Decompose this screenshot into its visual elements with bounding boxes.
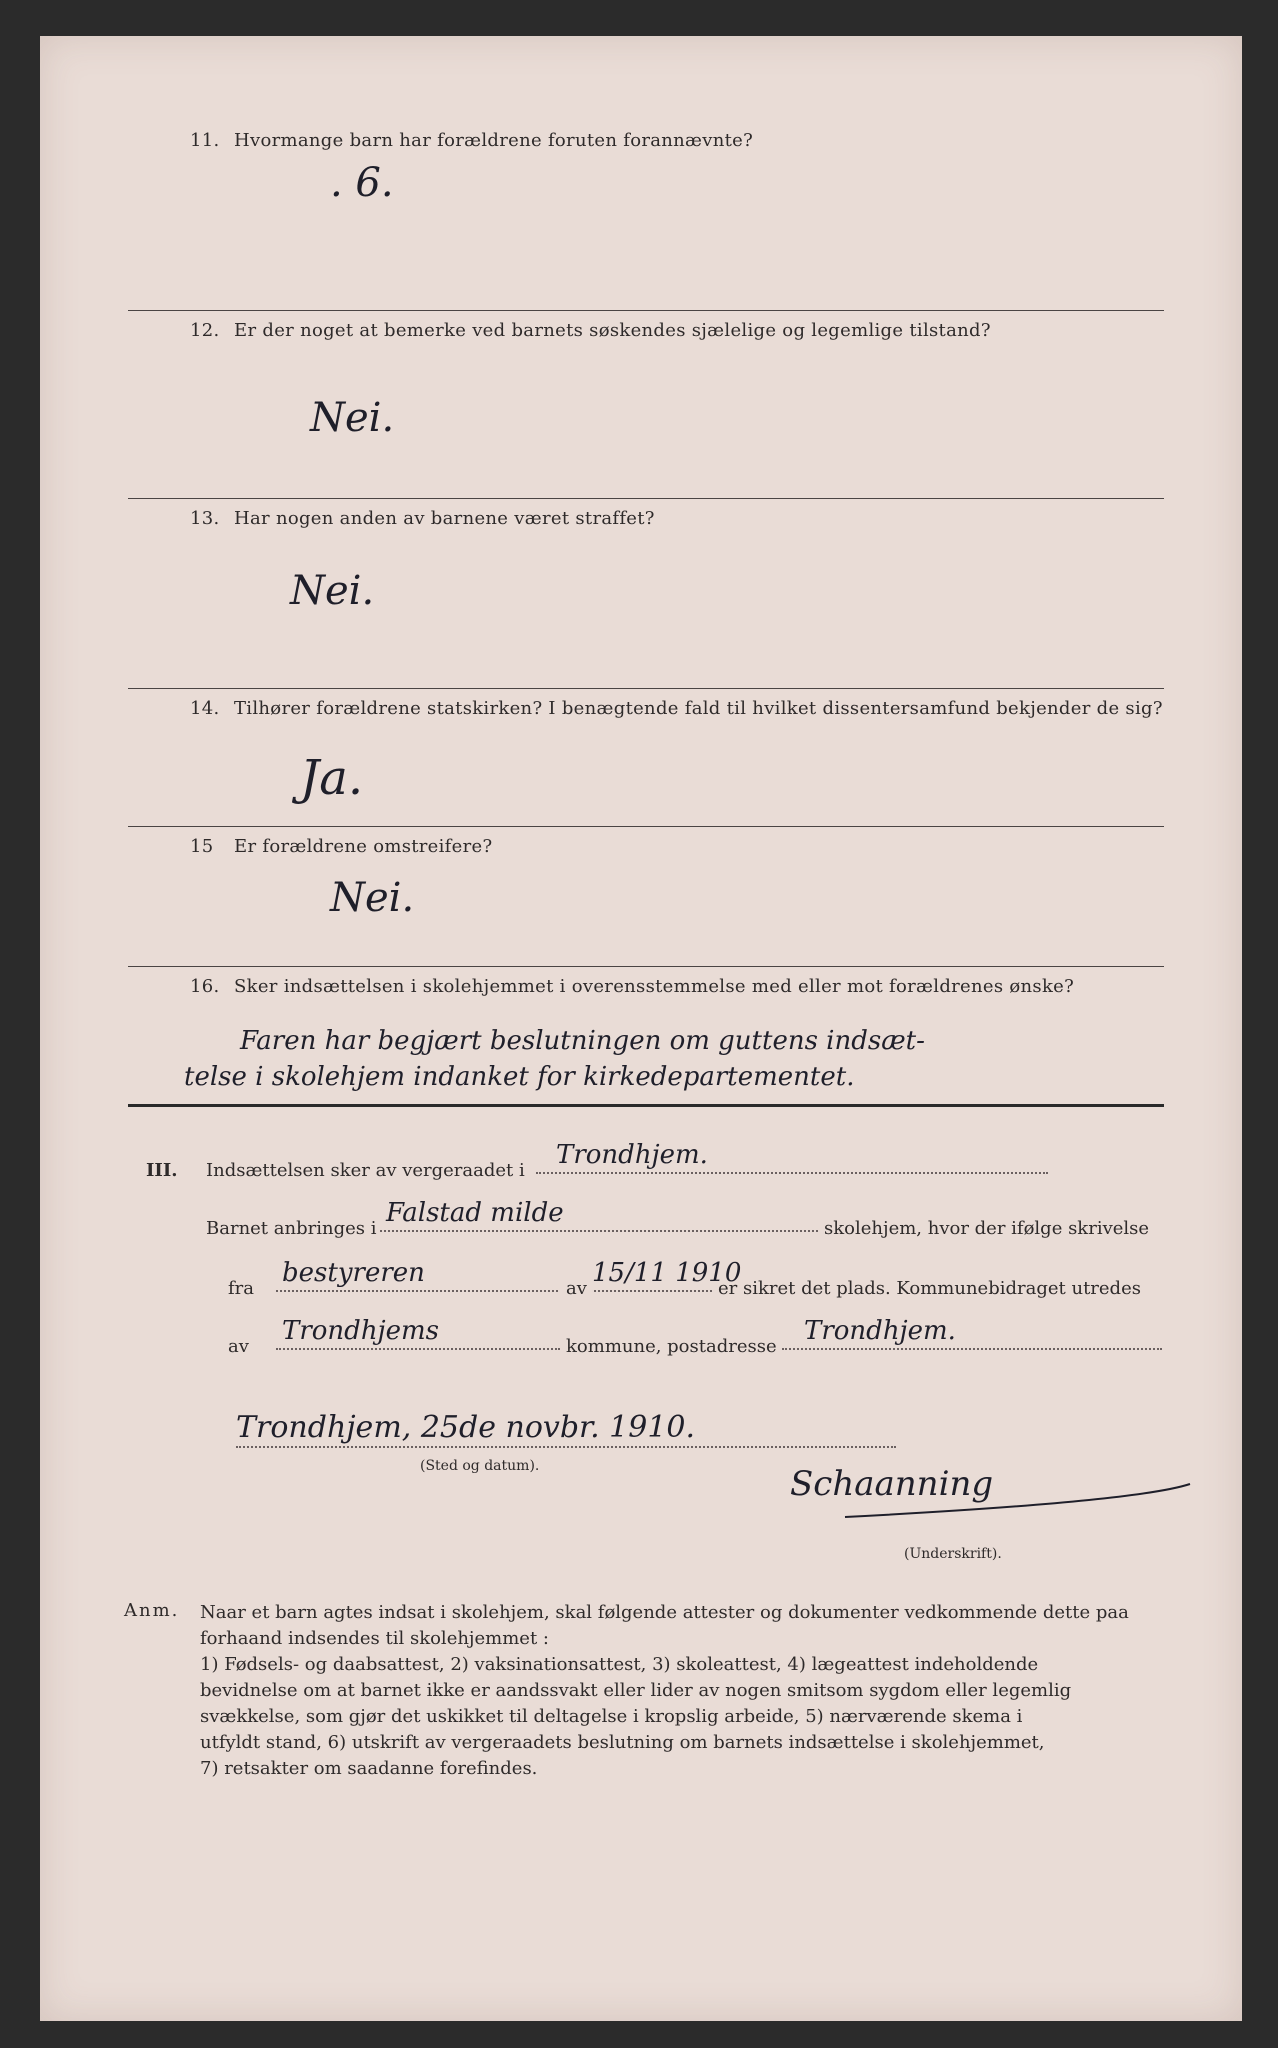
answer-16-line-1: Faren har begjært beslutningen om guttens indsæt- bbox=[240, 1026, 925, 1056]
note-body bbox=[200, 1600, 1168, 1782]
answer-12: Nei. bbox=[310, 395, 395, 441]
note-line: forhaand indsendes til skolehjemmet : bbox=[200, 1628, 549, 1649]
question-13 bbox=[190, 508, 655, 529]
letter-date-value: 15/11 1910 bbox=[592, 1258, 742, 1288]
divider bbox=[128, 688, 1164, 689]
question-number: 15 bbox=[190, 836, 214, 857]
question-number: 12. bbox=[190, 320, 220, 341]
fill-line bbox=[236, 1446, 896, 1448]
question-text: Er forældrene omstreifere? bbox=[234, 836, 493, 857]
answer-15: Nei. bbox=[330, 875, 415, 921]
divider bbox=[128, 826, 1164, 827]
fill-line bbox=[594, 1290, 712, 1292]
municipality-label: kommune, postadresse bbox=[566, 1336, 777, 1357]
fill-line bbox=[276, 1348, 560, 1350]
question-text: Sker indsættelsen i skolehjemmet i overensstemmelse med eller mot forældrenes ønske? bbox=[234, 976, 1075, 997]
answer-13: Nei. bbox=[290, 568, 375, 614]
question-15 bbox=[190, 836, 492, 857]
guardian-council-value: Trondhjem. bbox=[556, 1140, 708, 1170]
question-number: 16. bbox=[190, 976, 220, 997]
note-line: bevidnelse om at barnet ikke er aandssvakt eller lider av nogen smitsom sygdom eller legemlig bbox=[200, 1680, 1072, 1701]
fill-line bbox=[276, 1290, 558, 1292]
question-text: Tilhører forældrene statskirken? I benægtende fald til hvilket dissentersamfund bekjender de sig? bbox=[234, 698, 1163, 719]
section-divider bbox=[128, 1104, 1164, 1107]
place-secured-label: er sikret det plads. Kommunebidraget utredes bbox=[718, 1278, 1141, 1299]
question-11 bbox=[190, 130, 753, 151]
divider bbox=[128, 966, 1164, 967]
answer-11: . 6. bbox=[330, 160, 394, 206]
placement-label-b: skolehjem, hvor der ifølge skrivelse bbox=[824, 1218, 1150, 1239]
note-tag: Anm. bbox=[124, 1600, 180, 1621]
fill-line bbox=[782, 1348, 1162, 1350]
question-12 bbox=[190, 320, 991, 341]
signature-value: Schaanning bbox=[790, 1464, 994, 1504]
place-date-label: (Sted og datum). bbox=[420, 1458, 540, 1474]
municipality-value: Trondhjems bbox=[282, 1316, 440, 1346]
question-text: Er der noget at bemerke ved barnets søskendes sjælelige og legemlige tilstand? bbox=[234, 320, 991, 341]
question-number: 11. bbox=[190, 130, 220, 151]
signature-label: (Underskrift). bbox=[904, 1546, 1002, 1562]
by-label: av bbox=[228, 1336, 249, 1357]
question-text: Har nogen anden av barnene været straffet? bbox=[234, 508, 655, 529]
place-date-value: Trondhjem, 25de novbr. 1910. bbox=[236, 1410, 696, 1445]
school-home-value: Falstad milde bbox=[386, 1198, 564, 1228]
from-value: bestyreren bbox=[282, 1258, 425, 1288]
question-14 bbox=[190, 698, 1163, 719]
guardian-council-label: Indsættelsen sker av vergeraadet i bbox=[206, 1160, 525, 1181]
from-label: fra bbox=[228, 1278, 254, 1299]
placement-label: Barnet anbringes i bbox=[206, 1218, 377, 1239]
note-line: 7) retsakter om saadanne forefindes. bbox=[200, 1758, 538, 1779]
question-number: 13. bbox=[190, 508, 220, 529]
answer-14: Ja. bbox=[300, 750, 364, 806]
question-16 bbox=[190, 976, 1074, 997]
fill-line bbox=[536, 1172, 1048, 1174]
answer-16-line-2: telse i skolehjem indanket for kirkedepartementet. bbox=[184, 1062, 855, 1092]
question-number: 14. bbox=[190, 698, 220, 719]
postal-address-value: Trondhjem. bbox=[804, 1316, 956, 1346]
divider bbox=[128, 498, 1164, 499]
question-text: Hvormange barn har forældrene foruten forannævnte? bbox=[234, 130, 754, 151]
divider bbox=[128, 310, 1164, 311]
note-line: svækkelse, som gjør det uskikket til deltagelse i kropslig arbeide, 5) nærværende skema i bbox=[200, 1706, 1023, 1727]
of-label: av bbox=[566, 1278, 587, 1299]
note-line: utfyldt stand, 6) utskrift av vergeraadets beslutning om barnets indsættelse i skolehjemmet, bbox=[200, 1732, 1045, 1753]
fill-line bbox=[380, 1230, 818, 1232]
note-line: Naar et barn agtes indsat i skolehjem, skal følgende attester og dokumenter vedkommende dette paa bbox=[200, 1602, 1129, 1623]
section-number: III. bbox=[146, 1160, 178, 1181]
note-line: 1) Fødsels- og daabsattest, 2) vaksinationsattest, 3) skoleattest, 4) lægeattest indeholdende bbox=[200, 1654, 1039, 1675]
